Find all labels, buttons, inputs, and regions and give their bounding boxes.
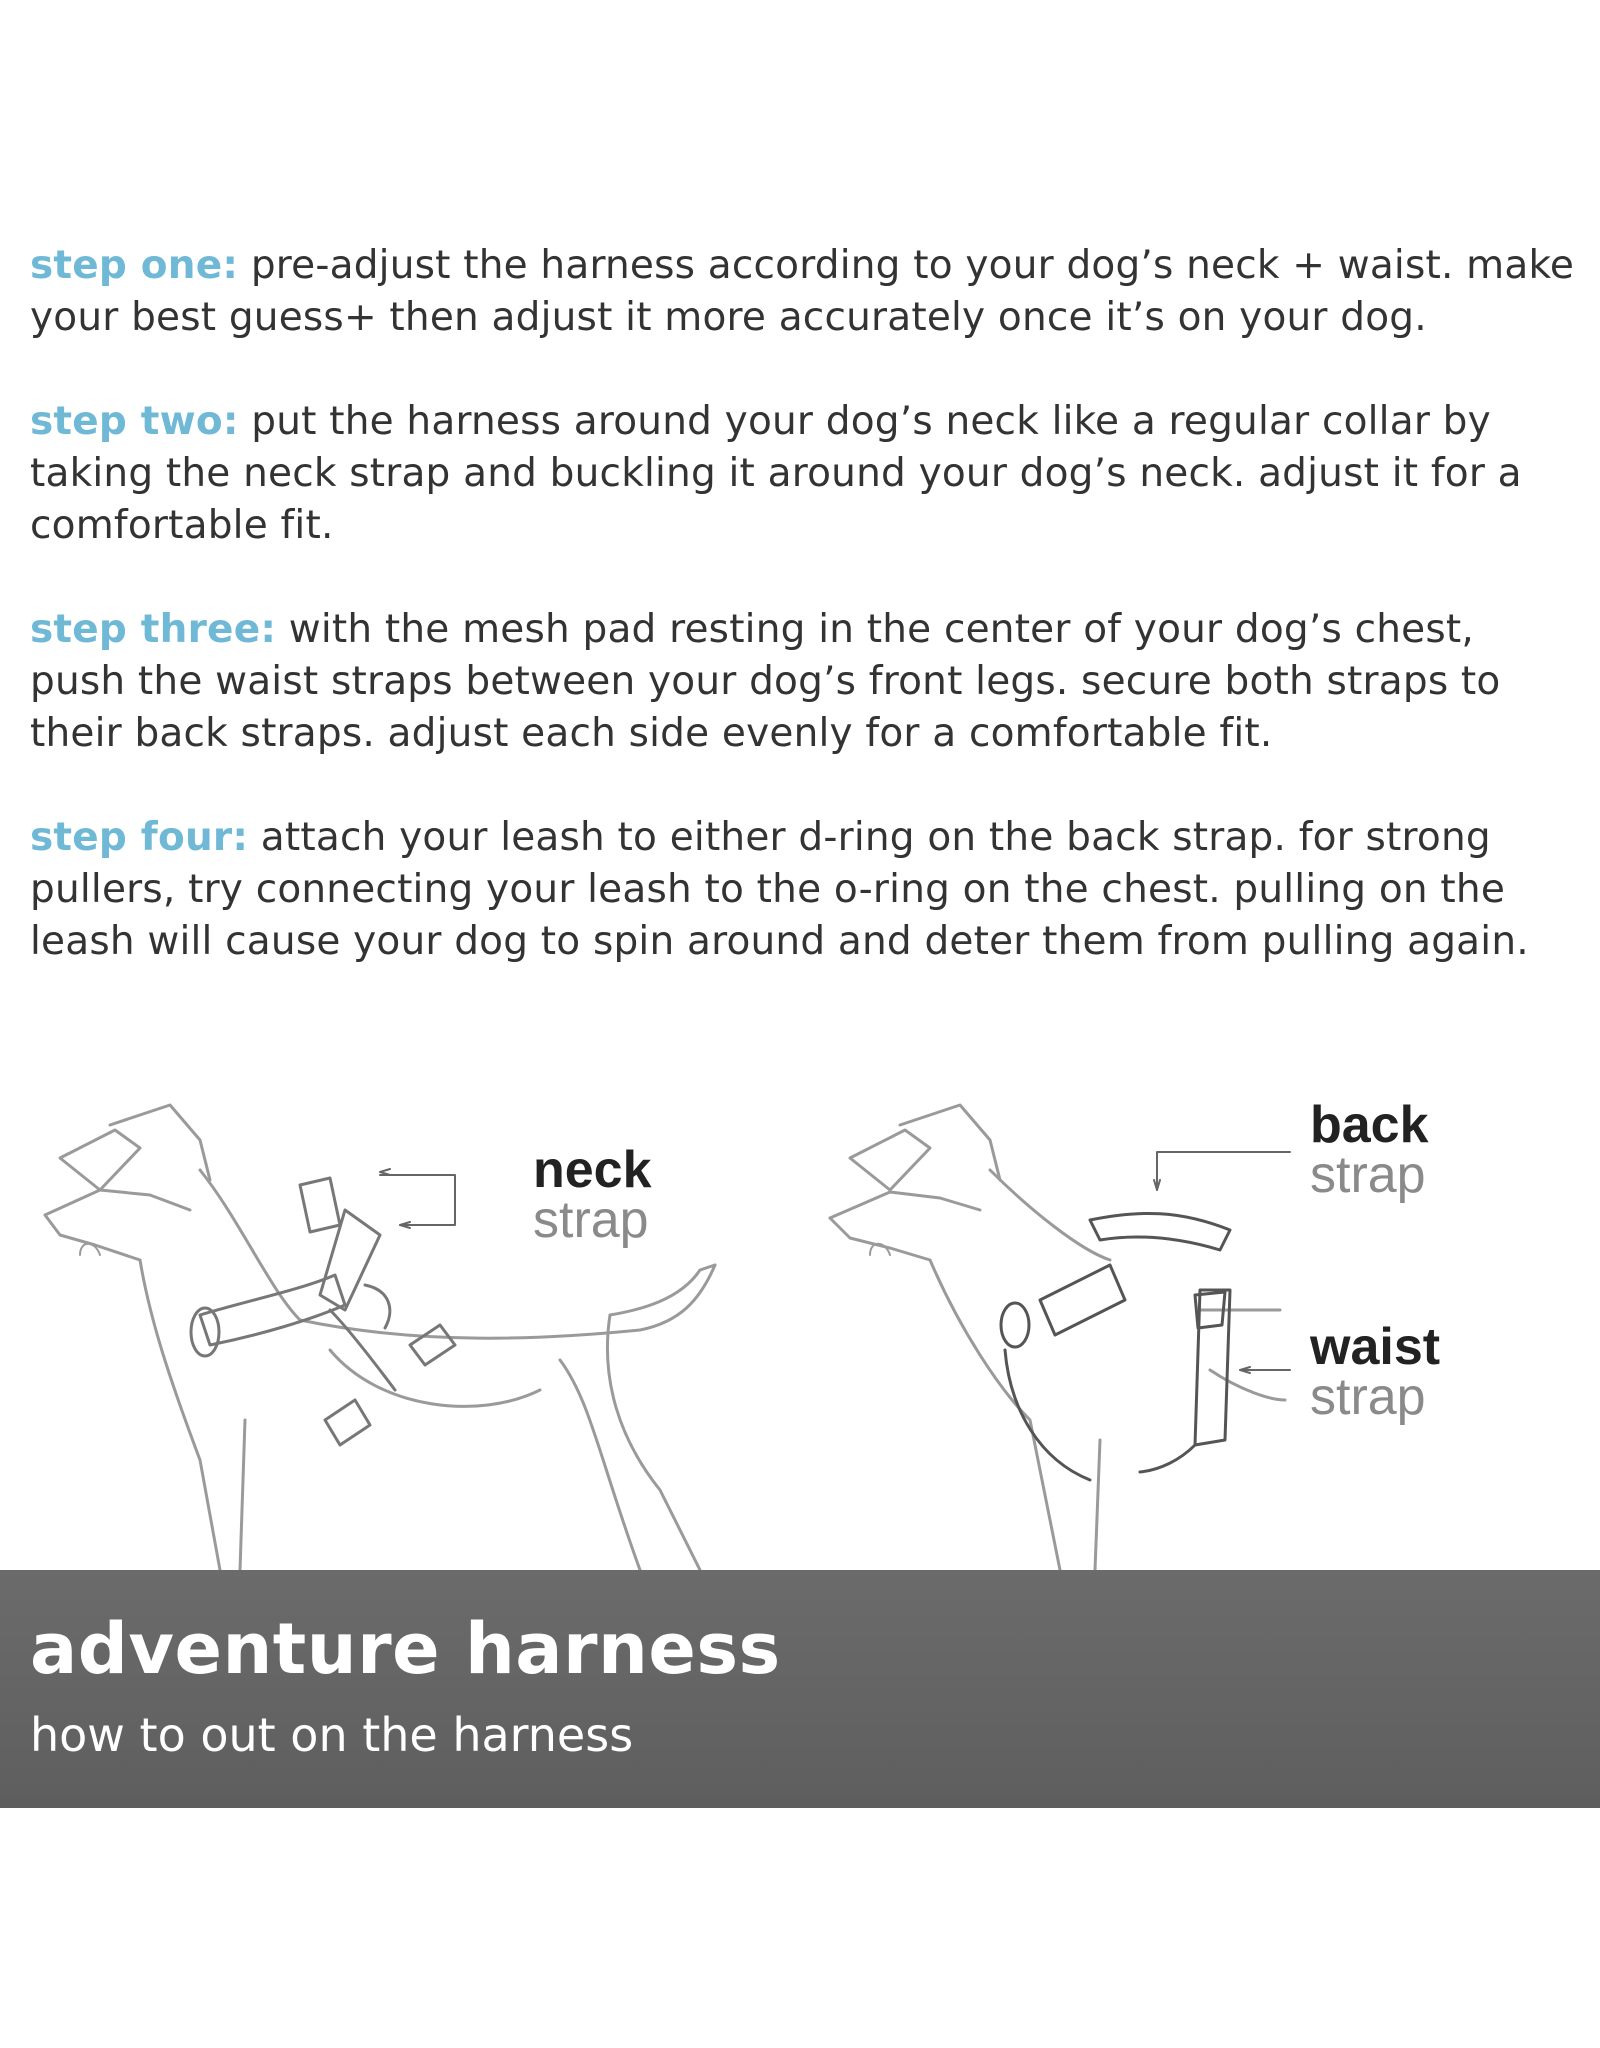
- step-four-text: attach your leash to either d-ring on the back strap. for strong pullers, try connecting your leash to the o-ring on the chest. pulling on the leash will cause your dog to spin around and deter them from pulling again.: [30, 815, 1529, 964]
- step-one-text: pre-adjust the harness according to your dog’s neck + waist. make your best guess+ then adjust it more accurately once it’s on your dog.: [30, 243, 1575, 340]
- step-three-text: with the mesh pad resting in the center of your dog’s chest, push the waist straps between your dog’s front legs. secure both straps to their back straps. adjust each side evenly for a comfortable fit.: [30, 607, 1501, 756]
- neck-strap-title: neck: [533, 1141, 652, 1199]
- neck-strap-subtitle: strap: [533, 1191, 649, 1249]
- waist-strap-callout: [1310, 1318, 1441, 1426]
- title-banner: [0, 1570, 1600, 1808]
- neck-strap-callout: [533, 1141, 652, 1249]
- neck-strap-arrow: [380, 1169, 455, 1228]
- harness-illustration: [0, 1060, 1600, 1570]
- back-strap-subtitle: strap: [1310, 1146, 1426, 1204]
- step-one-label: step one:: [30, 243, 239, 288]
- instruction-steps: [30, 240, 1575, 1020]
- step-two-text: put the harness around your dog’s neck like a regular collar by taking the neck strap and buckling it around your dog’s neck. adjust it for a comfortable fit.: [30, 399, 1522, 548]
- waist-strap-subtitle: strap: [1310, 1368, 1426, 1426]
- step-two-label: step two:: [30, 399, 239, 444]
- step-two: [30, 396, 1575, 552]
- back-strap-arrow: [1154, 1152, 1290, 1190]
- back-strap-title: back: [1310, 1096, 1429, 1154]
- step-one: [30, 240, 1575, 344]
- banner-title: adventure harness: [30, 1608, 781, 1690]
- banner-subtitle: how to out on the harness: [30, 1708, 634, 1762]
- step-three: [30, 604, 1575, 760]
- waist-strap-arrow: [1240, 1367, 1290, 1373]
- waist-strap-title: waist: [1310, 1318, 1441, 1376]
- left-harness: [191, 1178, 455, 1445]
- step-three-label: step three:: [30, 607, 277, 652]
- step-four-label: step four:: [30, 815, 249, 860]
- back-strap-callout: [1310, 1096, 1429, 1204]
- right-dog-illustration: [830, 1105, 1285, 1570]
- step-four: [30, 812, 1575, 968]
